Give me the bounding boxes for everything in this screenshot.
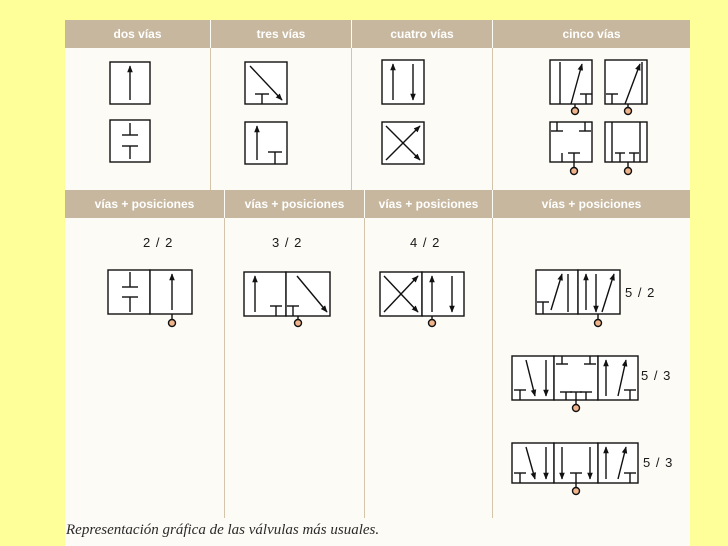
header-vias-posiciones-3: vías + posiciones xyxy=(365,190,492,218)
valve-4way-parallel-symbol xyxy=(382,60,424,104)
ratio-5-2: 5 / 2 xyxy=(625,285,656,300)
valve-5way-d-symbol xyxy=(605,122,647,175)
valve-5-3-a-symbol xyxy=(512,356,638,412)
header-tres-vias: tres vías xyxy=(211,20,351,48)
valve-2-2-symbol xyxy=(108,270,192,327)
valve-2way-open-symbol xyxy=(110,62,150,104)
valve-4-2-symbol xyxy=(380,272,464,327)
valve-5-2-symbol xyxy=(536,270,620,327)
header-cinco-vias: cinco vías xyxy=(493,20,690,48)
valve-5way-c-symbol xyxy=(550,122,592,175)
ratio-3-2: 3 / 2 xyxy=(272,235,303,250)
ratio-2-2: 2 / 2 xyxy=(143,235,174,250)
valve-5-3-b-symbol xyxy=(512,443,638,495)
header-vias-posiciones-4: vías + posiciones xyxy=(493,190,690,218)
valve-3way-diagonal-symbol xyxy=(245,62,287,104)
header-vias-posiciones-1: vías + posiciones xyxy=(65,190,224,218)
header-dos-vias: dos vías xyxy=(65,20,210,48)
valve-3way-straight-symbol xyxy=(245,122,287,164)
ratio-4-2: 4 / 2 xyxy=(410,235,441,250)
ratio-5-3-a: 5 / 3 xyxy=(641,368,672,383)
figure-caption: Representación gráfica de las válvulas más usuales. xyxy=(66,522,380,538)
valve-5way-b-symbol xyxy=(605,60,647,115)
valve-3-2-symbol xyxy=(244,272,330,327)
header-cuatro-vias: cuatro vías xyxy=(352,20,492,48)
header-vias-posiciones-2: vías + posiciones xyxy=(225,190,364,218)
valve-5way-a-symbol xyxy=(550,60,592,115)
ratio-5-3-b: 5 / 3 xyxy=(643,455,674,470)
valve-2way-closed-symbol xyxy=(110,120,150,162)
valve-4way-crossed-symbol xyxy=(382,122,424,164)
